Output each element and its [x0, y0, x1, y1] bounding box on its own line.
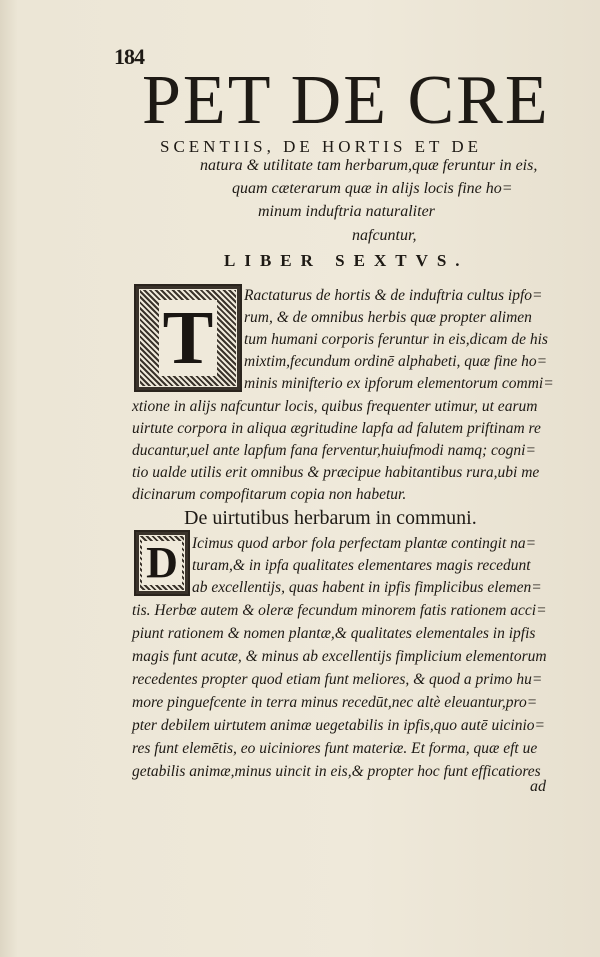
catchword: ad [530, 778, 546, 795]
text-line: tio ualde utilis erit omnibus & præcipue habitantibus rura,ubi me [132, 464, 540, 481]
initial-letter: D [142, 541, 182, 585]
text-line: tis. Herbæ autem & oleræ fecundum minorem fatis rationem acci= [132, 602, 547, 619]
page-title: PET DE CRE [142, 62, 550, 139]
subtitle-line: minum induftria naturaliter [258, 203, 435, 220]
section-heading: De uirtutibus herbarum in communi. [184, 507, 477, 529]
subtitle-line: natura & utilitate tam herbarum,quæ feruntur in eis, [200, 157, 538, 174]
text-line: tum humani corporis feruntur in eis,dicam de his [244, 331, 548, 348]
text-line: xtione in alijs nafcuntur locis, quibus frequenter utimur, ut earum [132, 398, 538, 415]
text-line: uirtute corpora in aliqua ægritudine lapfa ad falutem priftinam re [132, 420, 541, 437]
text-line: dicinarum compofitarum copia non habetur. [132, 486, 407, 503]
text-line: magis funt acutæ, & minus ab excellentijs fimplicium elementorum [132, 648, 547, 665]
book-heading: LIBER SEXTVS. [224, 251, 469, 270]
text-line: minis minifterio ex ipforum elementorum commi= [244, 375, 554, 392]
text-line: Icimus quod arbor fola perfectam plantæ contingit na= [192, 535, 537, 552]
text-line: more pinguefcente in terra minus recedūt,nec altè eleuantur,pro= [132, 694, 538, 711]
text-line: turam,& in ipfa qualitates elementares magis recedunt [192, 557, 531, 574]
text-line: mixtim,fecundum ordinē alphabeti, quæ fine ho= [244, 353, 548, 370]
text-line: pter debilem uirtutem animæ uegetabilis in ipfis,quo autē uicinio= [132, 717, 545, 734]
page-number: 184 [114, 44, 144, 69]
text-line: ducantur,uel ante lapfum fana ferventur,huiufmodi namq; cogni= [132, 442, 536, 459]
text-line: res funt elemētis, eo uiciniores funt materiæ. Et forma, quæ eft ue [132, 740, 538, 757]
decorated-initial-t [134, 284, 242, 392]
text-line: piunt rationem & nomen plantæ,& qualitates elementales in ipfis [132, 625, 536, 642]
subtitle-line: quam cæterarum quæ in alijs locis fine ho= [232, 180, 513, 197]
text-line: recedentes propter quod etiam funt meliores, & quod a primo hu= [132, 671, 543, 688]
text-line: Ractaturus de hortis & de induftria cultus ipfo= [244, 287, 543, 304]
initial-letter: T [159, 300, 218, 376]
decorated-initial-d [134, 530, 190, 596]
title-continuation: SCENTIIS, DE HORTIS ET DE [160, 137, 483, 156]
text-line: ab excellentijs, quas habent in ipfis fimplicibus elemen= [192, 579, 542, 596]
text-line: rum, & de omnibus herbis quæ propter alimen [244, 309, 532, 326]
subtitle-line: nafcuntur, [352, 227, 417, 244]
text-line: getabilis animæ,minus uincit in eis,& propter hoc funt efficatiores [132, 763, 541, 780]
